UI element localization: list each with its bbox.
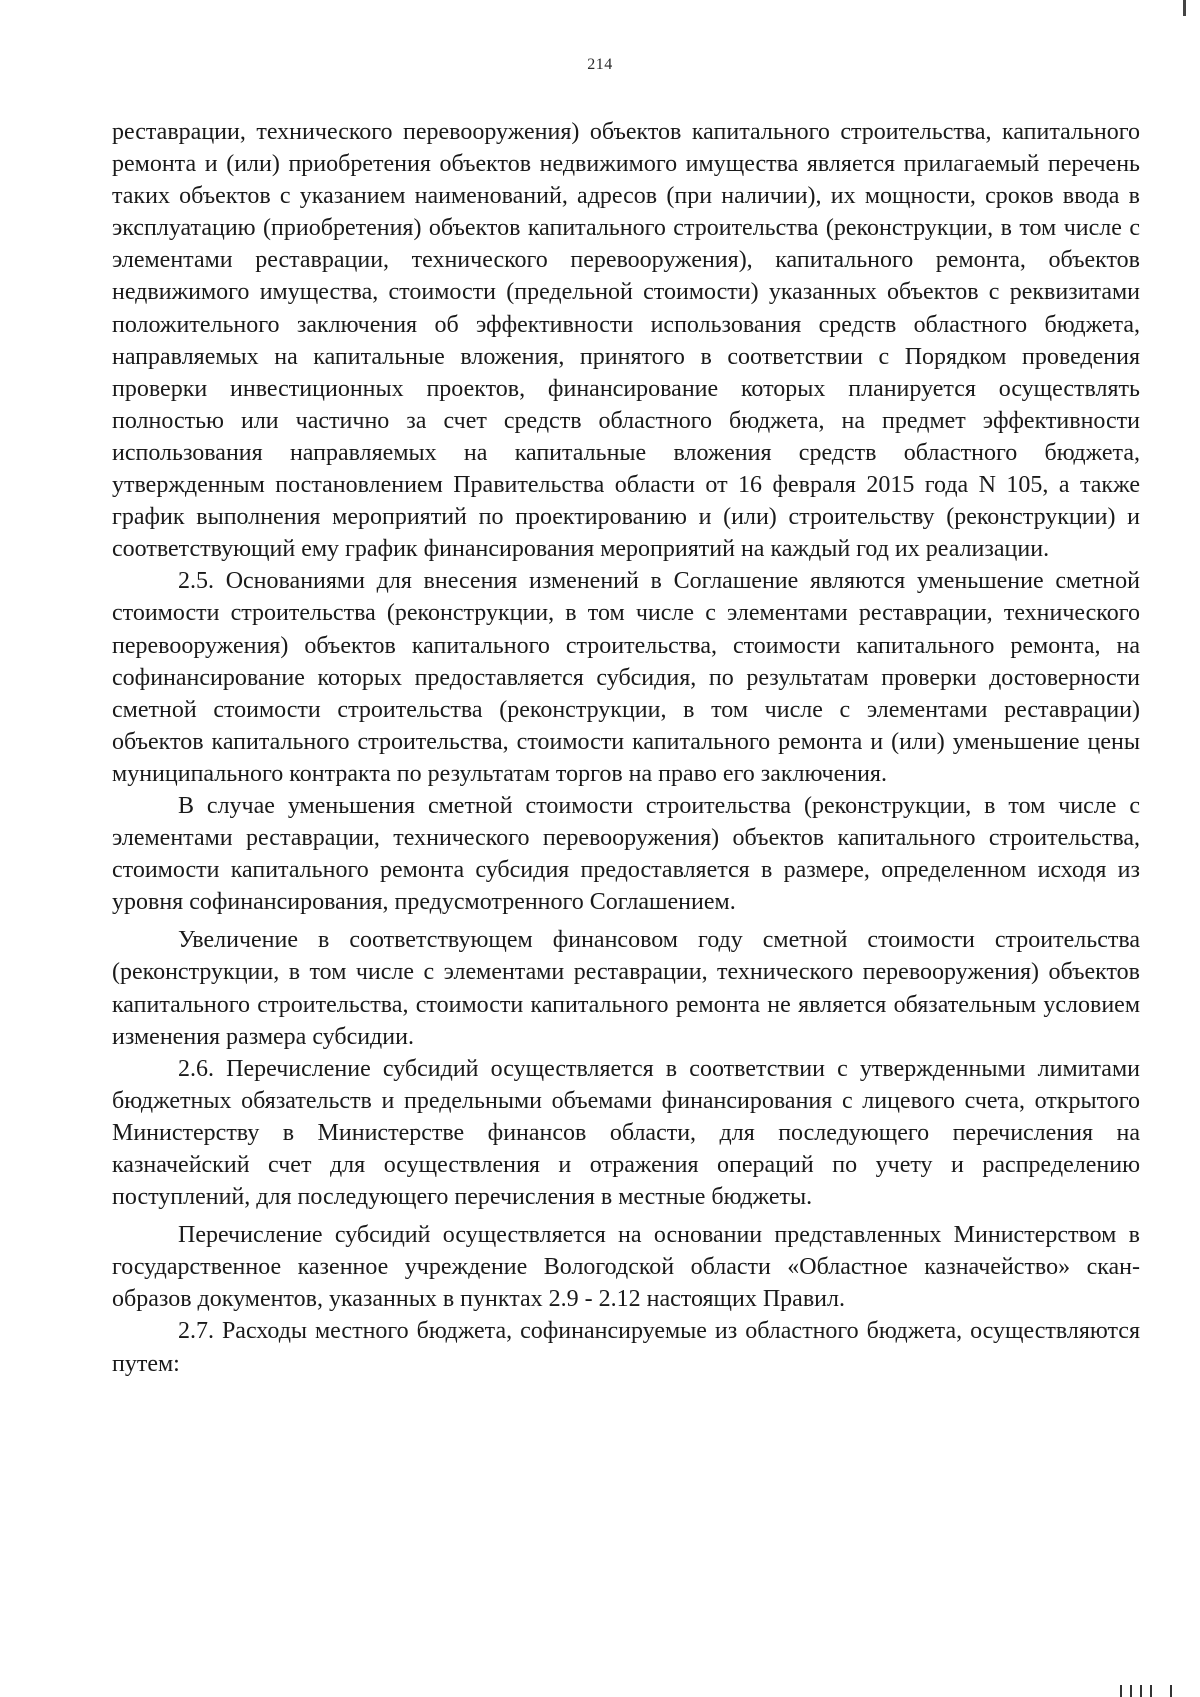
paragraph-2-5: 2.5. Основаниями для внесения изменений в Соглашение являются уменьшение сметной стоимости строительства (реконструкции, в том числе с элементами реставрации, технического перевооружения) объектов капитального строительства, стоимости капитального ремонта, на софинансирование которых предоставляется субсидия, по результатам проверки достоверности сметной стоимости строительства (реконструкции, в том числе с элементами реставрации) объектов капитального строительства, стоимости капитального ремонта и (или) уменьшение цены муниципального контракта по результатам торгов на право его заключения. [112, 568, 1140, 787]
page-number: 214 [587, 56, 613, 73]
scan-edge-mark [1183, 0, 1186, 16]
paragraph-continuation: реставрации, технического перевооружения) объектов капитального строительства, капитального ремонта и (или) приобретения объектов недвижимого имущества является прилагаемый перечень таких объектов с указанием наименований, адресов (при наличии), их мощности, сроков ввода в эксплуатацию (приобретения) объектов капитального строительства (реконструкции, в том числе с элементами реставрации, технического перевооружения), капитального ремонта, объектов недвижимого имущества, стоимости (предельной стоимости) указанных объектов с реквизитами положительного заключения об эффективности использования средств областного бюджета, направляемых на капитальные вложения, принятого в соответствии с Порядком проведения проверки инвестиционных проектов, финансирование которых планируется осуществлять полностью или частично за счет средств областного бюджета, на предмет эффективности использования направляемых на капитальные вложения средств областного бюджета, утвержденным постановлением Правительства области от 16 февраля 2015 года N 105, а также график выполнения мероприятий по проектированию и (или) строительству (реконструкции) и соответствующий ему график финансирования мероприятий на каждый год их реализации. [112, 119, 1140, 563]
document-body [112, 116, 1140, 1380]
paragraph-decrease: В случае уменьшения сметной стоимости строительства (реконструкции, в том числе с элементами реставрации, технического перевооружения) объектов капитального строительства, стоимости капитального ремонта субсидия предоставляется в размере, определенном исходя из уровня софинансирования, предусмотренного Соглашением. [112, 792, 1140, 916]
paragraph-2-6: 2.6. Перечисление субсидий осуществляется в соответствии с утвержденными лимитами бюджетных обязательств и предельными объемами финансирования с лицевого счета, открытого Министерству в Министерстве финансов области, для последующего перечисления на казначейский счет для осуществления и отражения операций по учету и распределению поступлений, для последующего перечисления в местные бюджеты. [112, 1055, 1140, 1211]
paragraph-2-7: 2.7. Расходы местного бюджета, софинансируемые из областного бюджета, осуществляются путем: [112, 1318, 1140, 1377]
paragraph-transfer: Перечисление субсидий осуществляется на основании представленных Министерством в государственное казенное учреждение Вологодской области «Областное казначейство» скан-образов документов, указанных в пунктах 2.9 - 2.12 настоящих Правил. [112, 1222, 1140, 1313]
scan-bottom-mark [1120, 1685, 1172, 1697]
paragraph-increase: Увеличение в соответствующем финансовом году сметной стоимости строительства (реконструкции, в том числе с элементами реставрации, технического перевооружения) объектов капитального строительства, стоимости капитального ремонта не является обязательным условием изменения размера субсидии. [112, 927, 1140, 1050]
